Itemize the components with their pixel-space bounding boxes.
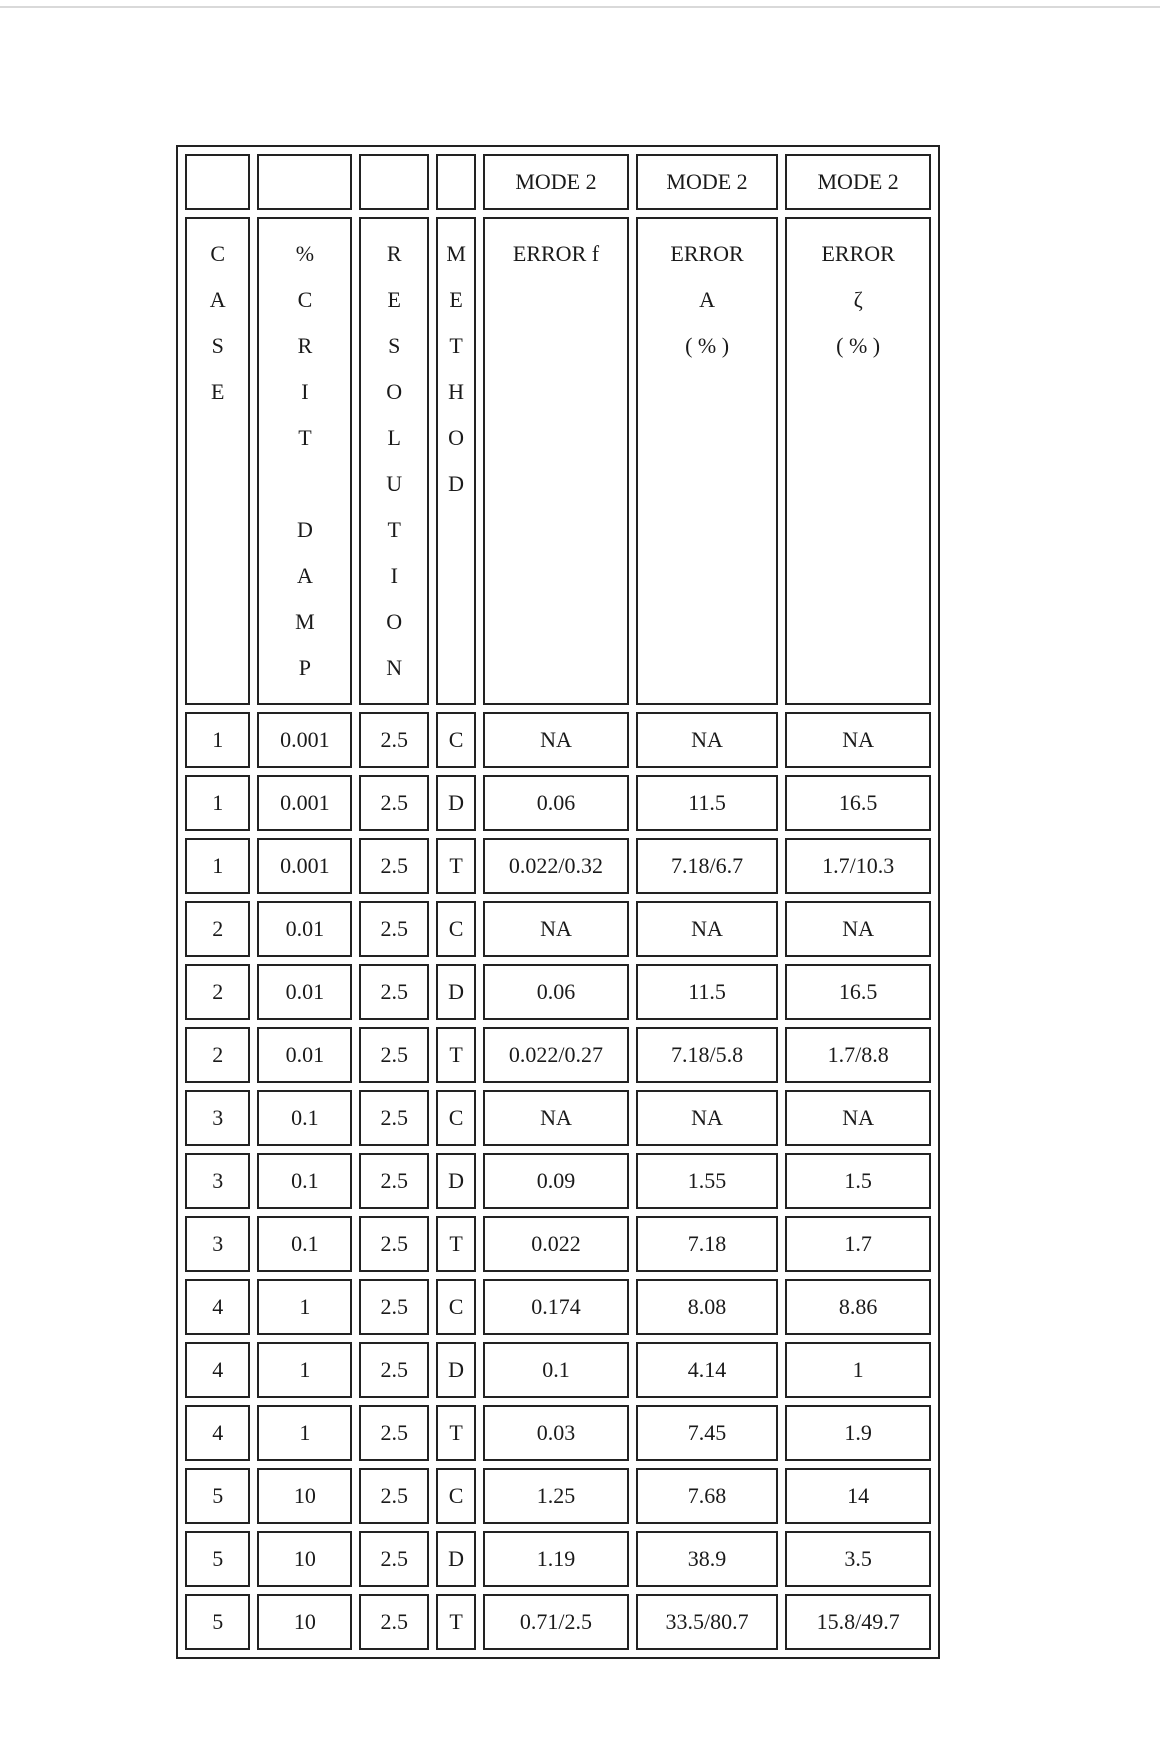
header-resolution: [359, 217, 429, 705]
header-letter: A: [209, 287, 226, 312]
header-letter: C: [210, 241, 226, 266]
cell-method: T: [436, 1405, 476, 1461]
header-letter: ζ: [853, 287, 863, 312]
cell-resolution: 2.5: [359, 1279, 429, 1335]
table-row: [185, 1405, 931, 1461]
cell-method: C: [436, 901, 476, 957]
cell-method: C: [436, 1468, 476, 1524]
cell-method: D: [436, 1531, 476, 1587]
cell-resolution: 2.5: [359, 1531, 429, 1587]
header-letter: A: [699, 287, 715, 312]
header-letter: D: [296, 517, 313, 542]
header-error-a: [636, 217, 778, 705]
cell-error-f: 0.022/0.32: [483, 838, 629, 894]
mode-header-row: [185, 154, 931, 210]
cell-method: T: [436, 1027, 476, 1083]
header-letter: I: [390, 563, 398, 588]
cell-method: T: [436, 1594, 476, 1650]
cell-error-f: NA: [483, 901, 629, 957]
cell-error-zeta: 14: [785, 1468, 931, 1524]
cell-case: 3: [185, 1090, 250, 1146]
cell-case: 2: [185, 901, 250, 957]
cell-resolution: 2.5: [359, 775, 429, 831]
table-row: [185, 1468, 931, 1524]
cell-error-zeta: 16.5: [785, 775, 931, 831]
header-error-zeta: [785, 217, 931, 705]
table-row: [185, 1342, 931, 1398]
cell-error-zeta: 3.5: [785, 1531, 931, 1587]
header-letter: D: [448, 471, 465, 496]
cell-method: C: [436, 1090, 476, 1146]
cell-error-zeta: 1.7/10.3: [785, 838, 931, 894]
header-letter: ERROR f: [512, 241, 600, 266]
cell-crit-damp: 0.01: [257, 1027, 352, 1083]
cell-error-f: 0.022/0.27: [483, 1027, 629, 1083]
cell-error-zeta: 16.5: [785, 964, 931, 1020]
table-row: [185, 901, 931, 957]
cell-crit-damp: 0.001: [257, 712, 352, 768]
cell-error-a: 7.18/6.7: [636, 838, 778, 894]
cell-crit-damp: 0.1: [257, 1090, 352, 1146]
cell-error-a: 1.55: [636, 1153, 778, 1209]
cell-case: 5: [185, 1594, 250, 1650]
cell-crit-damp: 10: [257, 1468, 352, 1524]
cell-resolution: 2.5: [359, 901, 429, 957]
header-error-f: [483, 217, 629, 705]
table-body: [185, 154, 931, 1650]
cell-error-a: 11.5: [636, 964, 778, 1020]
mode-header-cell: [185, 154, 250, 210]
table-row: [185, 964, 931, 1020]
cell-error-f: 0.06: [483, 775, 629, 831]
cell-crit-damp: 1: [257, 1342, 352, 1398]
cell-error-f: 1.25: [483, 1468, 629, 1524]
mode-header-cell: [436, 154, 476, 210]
cell-resolution: 2.5: [359, 1153, 429, 1209]
cell-resolution: 2.5: [359, 712, 429, 768]
table-row: [185, 1153, 931, 1209]
table-row: [185, 1027, 931, 1083]
header-letter: T: [298, 425, 312, 450]
cell-crit-damp: 1: [257, 1279, 352, 1335]
header-letter: P: [298, 655, 312, 680]
cell-error-a: 7.18/5.8: [636, 1027, 778, 1083]
header-letter: H: [448, 379, 465, 404]
cell-error-f: 1.19: [483, 1531, 629, 1587]
cell-case: 4: [185, 1279, 250, 1335]
header-letter: %: [295, 241, 315, 266]
cell-crit-damp: 1: [257, 1405, 352, 1461]
header-letter: A: [296, 563, 313, 588]
cell-crit-damp: 0.01: [257, 901, 352, 957]
header-letter: ERROR: [821, 241, 895, 266]
mode-header-cell: [257, 154, 352, 210]
cell-case: 2: [185, 964, 250, 1020]
table-row: [185, 1594, 931, 1650]
cell-crit-damp: 0.001: [257, 775, 352, 831]
cell-error-zeta: NA: [785, 712, 931, 768]
header-letter: M: [295, 609, 315, 634]
cell-case: 4: [185, 1405, 250, 1461]
cell-case: 4: [185, 1342, 250, 1398]
cell-case: 3: [185, 1216, 250, 1272]
cell-case: 5: [185, 1531, 250, 1587]
header-letter: T: [387, 517, 401, 542]
header-letter: ( % ): [685, 333, 730, 358]
header-case: [185, 217, 250, 705]
cell-method: D: [436, 964, 476, 1020]
cell-error-zeta: 8.86: [785, 1279, 931, 1335]
cell-resolution: 2.5: [359, 1405, 429, 1461]
cell-error-f: 0.1: [483, 1342, 629, 1398]
cell-resolution: 2.5: [359, 1090, 429, 1146]
cell-crit-damp: 0.001: [257, 838, 352, 894]
header-letter: R: [386, 241, 402, 266]
cell-error-a: NA: [636, 901, 778, 957]
header-letter: ( % ): [836, 333, 881, 358]
table-row: [185, 838, 931, 894]
header-method: [436, 217, 476, 705]
header-letter: T: [449, 333, 463, 358]
cell-error-f: NA: [483, 712, 629, 768]
cell-method: C: [436, 1279, 476, 1335]
cell-error-zeta: NA: [785, 1090, 931, 1146]
cell-case: 3: [185, 1153, 250, 1209]
cell-case: 1: [185, 712, 250, 768]
cell-error-a: 7.18: [636, 1216, 778, 1272]
cell-error-a: 38.9: [636, 1531, 778, 1587]
cell-case: 2: [185, 1027, 250, 1083]
table-row: [185, 1216, 931, 1272]
cell-error-a: 33.5/80.7: [636, 1594, 778, 1650]
cell-error-zeta: NA: [785, 901, 931, 957]
mode-header-cell: MODE 2: [785, 154, 931, 210]
header-letter: O: [386, 609, 403, 634]
cell-method: D: [436, 1342, 476, 1398]
cell-case: 1: [185, 838, 250, 894]
header-letter: ERROR: [670, 241, 744, 266]
header-letter: E: [387, 287, 401, 312]
cell-method: T: [436, 1216, 476, 1272]
cell-error-f: 0.06: [483, 964, 629, 1020]
table-row: [185, 712, 931, 768]
cell-method: D: [436, 1153, 476, 1209]
mode-header-cell: [359, 154, 429, 210]
header-crit-damp: [257, 217, 352, 705]
header-letter: C: [297, 287, 313, 312]
cell-error-f: 0.022: [483, 1216, 629, 1272]
cell-error-f: 0.09: [483, 1153, 629, 1209]
header-letter: S: [388, 333, 401, 358]
cell-error-f: NA: [483, 1090, 629, 1146]
header-letter: O: [448, 425, 465, 450]
cell-resolution: 2.5: [359, 1216, 429, 1272]
cell-error-a: 7.45: [636, 1405, 778, 1461]
cell-crit-damp: 0.1: [257, 1216, 352, 1272]
cell-crit-damp: 0.01: [257, 964, 352, 1020]
table-row: [185, 775, 931, 831]
cell-resolution: 2.5: [359, 1027, 429, 1083]
header-letter: U: [386, 471, 403, 496]
cell-case: 1: [185, 775, 250, 831]
cell-error-zeta: 1.7: [785, 1216, 931, 1272]
cell-error-f: 0.174: [483, 1279, 629, 1335]
column-header-row: [185, 217, 931, 705]
header-letter: O: [386, 379, 403, 404]
mode-header-cell: MODE 2: [483, 154, 629, 210]
cell-method: T: [436, 838, 476, 894]
cell-method: C: [436, 712, 476, 768]
cell-resolution: 2.5: [359, 838, 429, 894]
cell-error-zeta: 1.9: [785, 1405, 931, 1461]
cell-crit-damp: 10: [257, 1594, 352, 1650]
cell-error-a: 8.08: [636, 1279, 778, 1335]
header-letter: E: [449, 287, 463, 312]
header-letter: E: [210, 379, 225, 404]
page-top-edge: [0, 6, 1160, 8]
cell-error-a: NA: [636, 1090, 778, 1146]
header-letter: N: [386, 655, 403, 680]
cell-resolution: 2.5: [359, 1594, 429, 1650]
cell-error-f: 0.71/2.5: [483, 1594, 629, 1650]
results-table: [176, 145, 940, 1659]
cell-resolution: 2.5: [359, 1468, 429, 1524]
cell-crit-damp: 10: [257, 1531, 352, 1587]
header-letter: [259, 473, 350, 519]
header-letter: S: [211, 333, 224, 358]
table-row: [185, 1531, 931, 1587]
cell-error-a: 7.68: [636, 1468, 778, 1524]
cell-error-zeta: 1: [785, 1342, 931, 1398]
mode-header-cell: MODE 2: [636, 154, 778, 210]
cell-resolution: 2.5: [359, 964, 429, 1020]
cell-error-a: 4.14: [636, 1342, 778, 1398]
cell-method: D: [436, 775, 476, 831]
cell-error-a: 11.5: [636, 775, 778, 831]
header-letter: L: [387, 425, 401, 450]
header-letter: R: [297, 333, 313, 358]
header-letter: M: [446, 241, 466, 266]
header-letter: I: [301, 379, 309, 404]
cell-error-zeta: 1.7/8.8: [785, 1027, 931, 1083]
cell-error-f: 0.03: [483, 1405, 629, 1461]
cell-crit-damp: 0.1: [257, 1153, 352, 1209]
table-row: [185, 1279, 931, 1335]
cell-case: 5: [185, 1468, 250, 1524]
cell-error-zeta: 15.8/49.7: [785, 1594, 931, 1650]
cell-error-a: NA: [636, 712, 778, 768]
cell-error-zeta: 1.5: [785, 1153, 931, 1209]
cell-resolution: 2.5: [359, 1342, 429, 1398]
table-row: [185, 1090, 931, 1146]
